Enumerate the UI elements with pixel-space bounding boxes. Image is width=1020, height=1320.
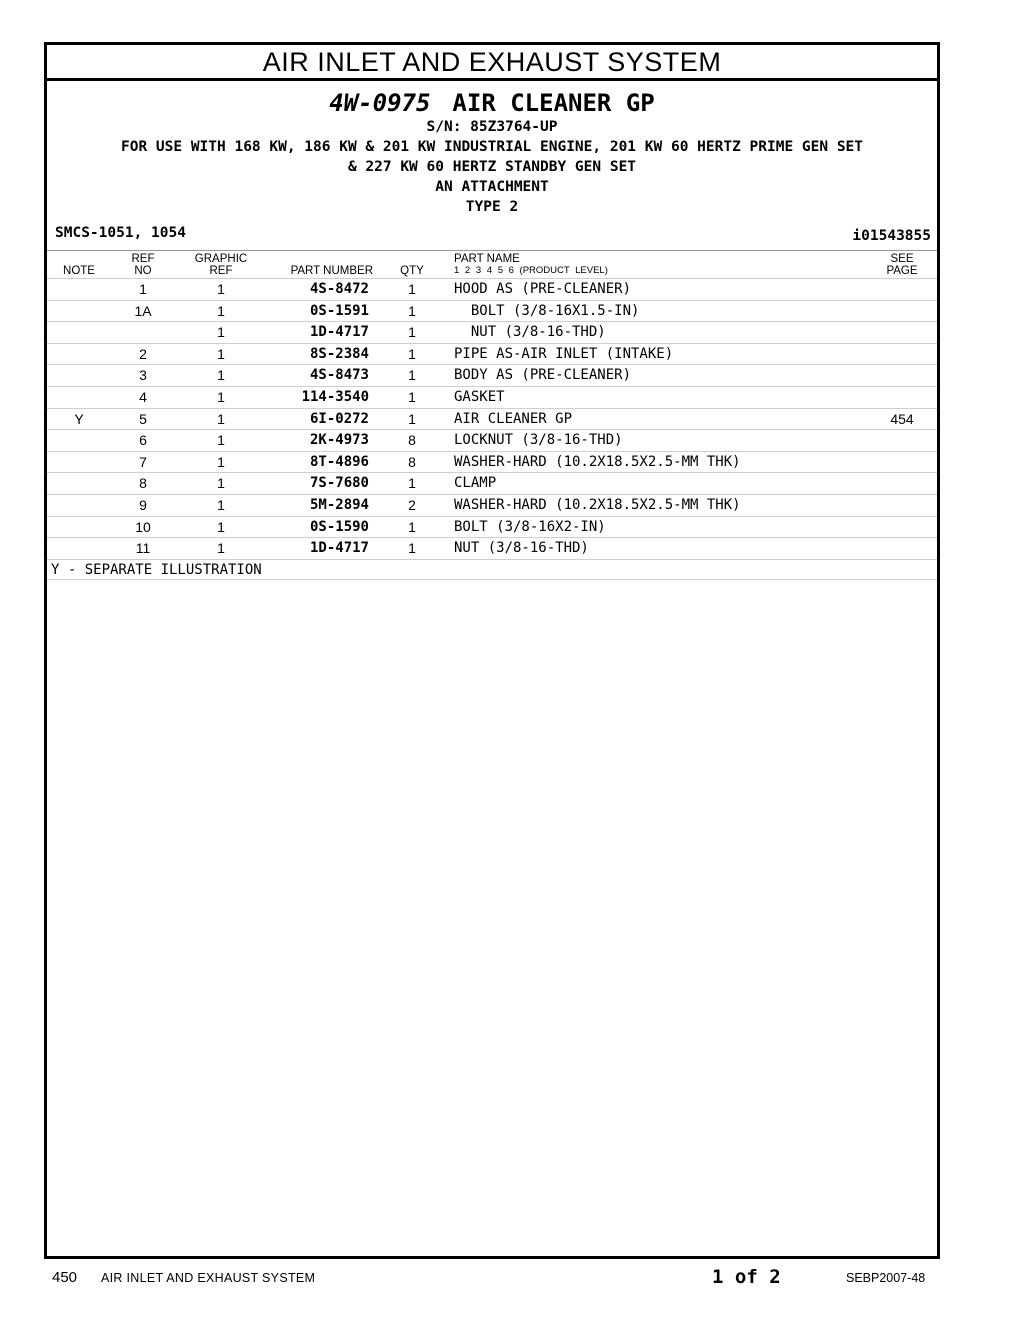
table-row [47, 364, 937, 386]
row-part-name: AIR CLEANER GP [454, 410, 573, 427]
row-part-number: 8S-2384 [309, 345, 369, 362]
row-part-number: 1D-4717 [309, 324, 369, 341]
row-qty: 1 [408, 410, 416, 427]
footer-page-number: 450 [52, 1269, 78, 1286]
table-row [47, 386, 937, 408]
row-qty: 1 [408, 388, 416, 405]
row-graphic-ref: 1 [217, 540, 225, 557]
smcs-code: SMCS-1051, 1054 [55, 225, 186, 241]
col-note: NOTE [63, 265, 95, 277]
row-qty: 1 [408, 281, 416, 297]
legend-note-row [47, 559, 937, 581]
row-part-name: BODY AS (PRE-CLEANER) [454, 367, 632, 384]
row-ref-no: 2 [139, 345, 147, 362]
table-row [47, 494, 937, 516]
row-graphic-ref: 1 [217, 496, 225, 513]
row-part-number: 8T-4896 [309, 453, 369, 470]
row-part-name: WASHER-HARD (10.2X18.5X2.5-MM THK) [454, 453, 741, 470]
parts-list [47, 278, 937, 580]
row-graphic-ref: 1 [217, 388, 225, 405]
row-qty: 1 [408, 475, 416, 492]
footer-doc-id: SEBP2007-48 [846, 1271, 926, 1285]
divider [47, 250, 937, 251]
footer-page-of: 1 of 2 [712, 1266, 781, 1288]
row-qty: 2 [408, 496, 416, 513]
row-part-number: 7S-7680 [309, 475, 369, 492]
col-see-page-bottom: PAGE [886, 265, 918, 277]
row-graphic-ref: 1 [217, 518, 225, 535]
col-part-number: PART NUMBER [290, 265, 373, 277]
row-qty: 1 [408, 518, 416, 535]
row-qty: 1 [408, 540, 416, 557]
row-graphic-ref: 1 [217, 432, 225, 449]
usage-line-1: FOR USE WITH 168 KW, 186 KW & 201 KW INDUSTRIAL ENGINE, 201 KW 60 HERTZ PRIME GEN SET [120, 139, 864, 155]
illustration-id: i01543855 [852, 228, 931, 244]
col-ref-no-top: REF [131, 253, 155, 265]
row-part-name: GASKET [454, 388, 505, 405]
row-part-number: 0S-1590 [309, 518, 369, 535]
row-ref-no: 10 [135, 518, 151, 535]
group-part-title: AIR CLEANER GP [452, 89, 655, 117]
row-qty: 8 [408, 432, 416, 449]
table-row [47, 343, 937, 365]
group-part-number: 4W-0975 [329, 89, 431, 117]
row-part-name: HOOD AS (PRE-CLEANER) [454, 281, 632, 297]
footer-section: AIR INLET AND EXHAUST SYSTEM [101, 1271, 316, 1285]
usage-line-2: & 227 KW 60 HERTZ STANDBY GEN SET [347, 159, 637, 175]
table-row [47, 429, 937, 451]
table-row [47, 537, 937, 559]
col-see-page-top: SEE [890, 253, 914, 265]
row-ref-no: 5 [139, 410, 147, 427]
row-graphic-ref: 1 [217, 475, 225, 492]
type-label: TYPE 2 [465, 199, 519, 215]
table-row [47, 300, 937, 322]
row-part-name: WASHER-HARD (10.2X18.5X2.5-MM THK) [454, 496, 741, 513]
row-part-number: 2K-4973 [309, 432, 369, 449]
row-graphic-ref: 1 [217, 367, 225, 384]
col-product-level: 1 2 3 4 5 6 (PRODUCT LEVEL) [454, 265, 608, 276]
part-group-heading [47, 89, 937, 217]
row-qty: 1 [408, 302, 416, 319]
row-part-number: 1D-4717 [309, 540, 369, 557]
row-part-name: BOLT (3/8-16X2-IN) [454, 518, 606, 535]
col-part-name: PART NAME [454, 253, 520, 265]
row-note: Y [74, 410, 84, 427]
row-part-name: NUT (3/8-16-THD) [454, 540, 589, 557]
row-ref-no: 1 [139, 281, 147, 297]
row-ref-no: 3 [139, 367, 147, 384]
row-see-page-link[interactable]: 454 [890, 410, 914, 427]
table-row [47, 408, 937, 430]
row-graphic-ref: 1 [217, 324, 225, 341]
row-graphic-ref: 1 [217, 453, 225, 470]
section-title: AIR INLET AND EXHAUST SYSTEM [47, 45, 937, 81]
attachment-label: AN ATTACHMENT [435, 179, 549, 195]
col-graphic-ref-top: GRAPHIC [194, 253, 248, 265]
col-graphic-ref-bottom: REF [209, 265, 233, 277]
row-part-number: 6I-0272 [309, 410, 369, 427]
row-ref-no: 6 [139, 432, 147, 449]
row-ref-no: 9 [139, 496, 147, 513]
row-graphic-ref: 1 [217, 281, 225, 297]
serial-number: S/N: 85Z3764-UP [426, 119, 558, 135]
table-row [47, 472, 937, 494]
row-graphic-ref: 1 [217, 345, 225, 362]
legend-note: Y - SEPARATE ILLUSTRATION [51, 561, 262, 578]
row-part-name: CLAMP [454, 475, 497, 492]
table-row [47, 516, 937, 538]
row-qty: 1 [408, 324, 416, 341]
row-qty: 1 [408, 345, 416, 362]
row-graphic-ref: 1 [217, 302, 225, 319]
col-qty: QTY [400, 265, 424, 277]
row-ref-no: 7 [139, 453, 147, 470]
row-graphic-ref: 1 [217, 410, 225, 427]
row-part-name: LOCKNUT (3/8-16-THD) [454, 432, 623, 449]
row-part-number: 5M-2894 [309, 496, 369, 513]
row-part-number: 4S-8472 [309, 281, 369, 297]
page-footer [0, 1266, 1020, 1290]
row-part-number: 4S-8473 [309, 367, 369, 384]
row-part-name: BOLT (3/8-16X1.5-IN) [454, 302, 640, 319]
row-ref-no: 11 [135, 540, 151, 557]
row-part-number: 0S-1591 [309, 302, 369, 319]
row-ref-no: 1A [134, 302, 152, 319]
row-part-name: PIPE AS-AIR INLET (INTAKE) [454, 345, 674, 362]
row-ref-no: 4 [139, 388, 147, 405]
col-ref-no-bottom: NO [134, 265, 152, 277]
title-line [47, 89, 937, 117]
row-qty: 8 [408, 453, 416, 470]
table-row [47, 321, 937, 343]
page-frame [44, 42, 940, 1259]
row-part-number: 114-3540 [301, 388, 369, 405]
table-row [47, 451, 937, 473]
row-part-name: NUT (3/8-16-THD) [454, 324, 606, 341]
row-qty: 1 [408, 367, 416, 384]
row-ref-no: 8 [139, 475, 147, 492]
table-row [47, 278, 937, 300]
